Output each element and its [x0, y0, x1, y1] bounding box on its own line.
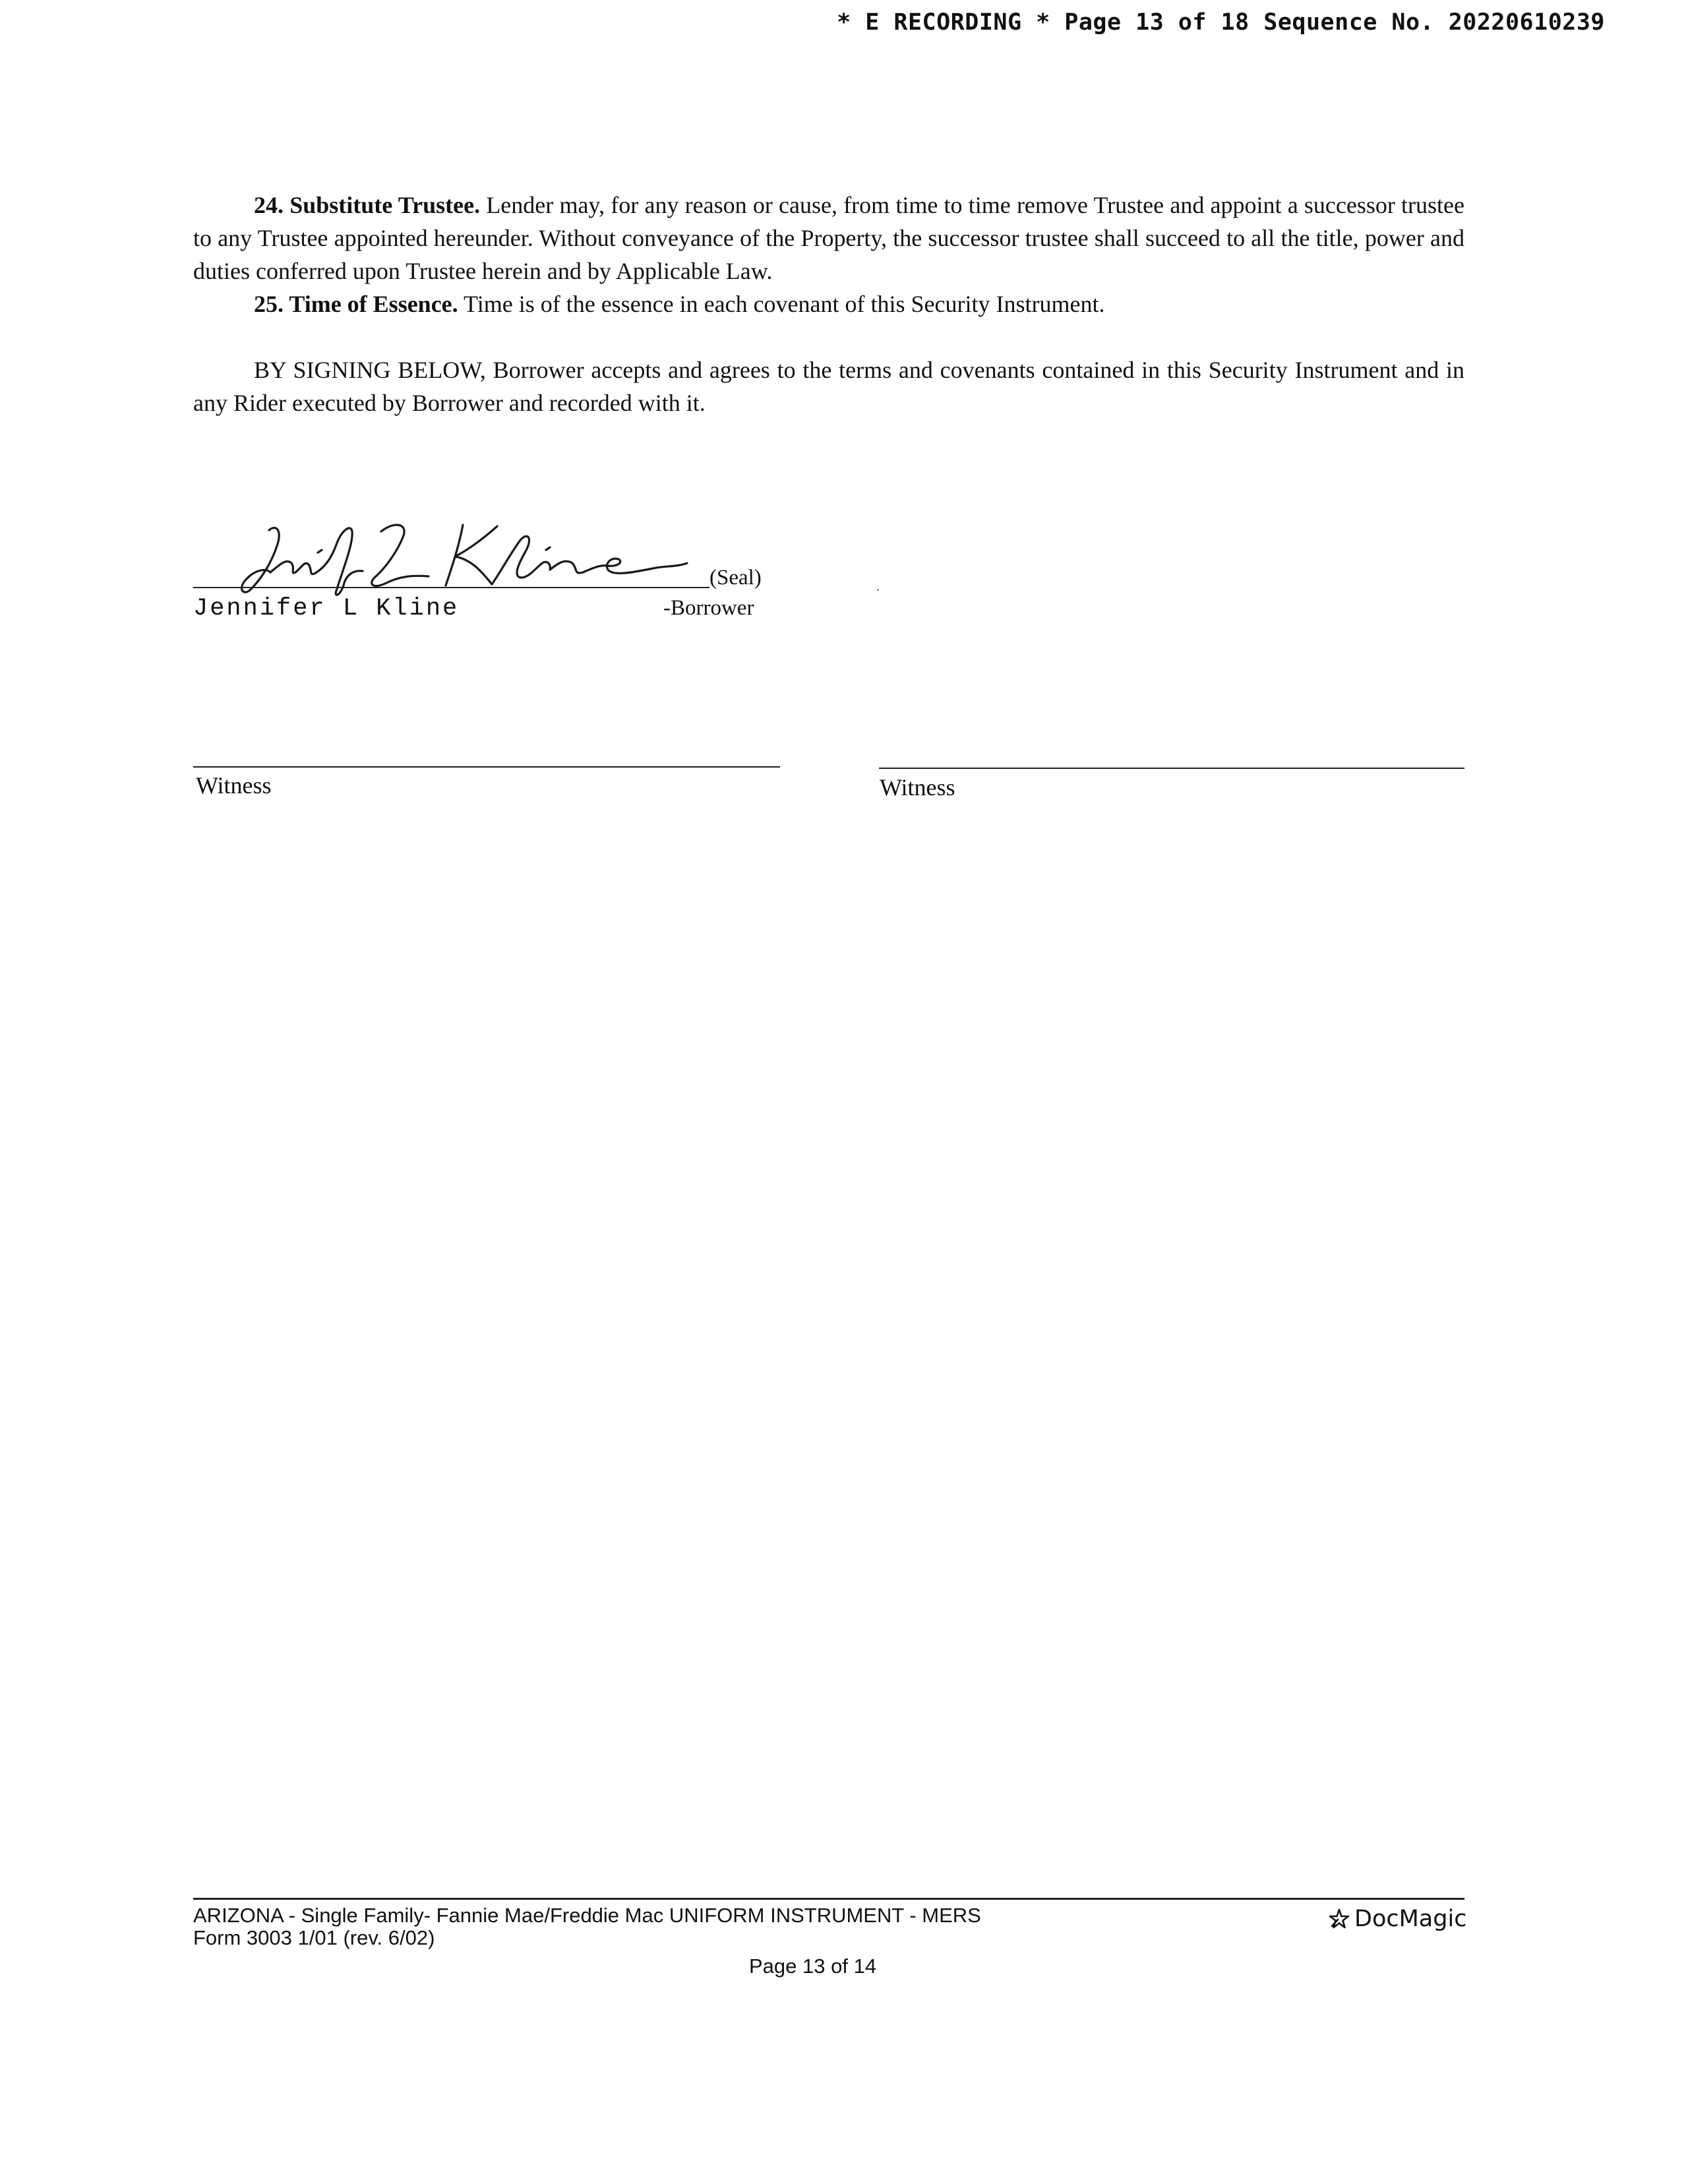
witness-1-signature-line	[193, 766, 780, 768]
star-icon	[1328, 1908, 1350, 1930]
borrower-signature	[231, 512, 699, 597]
footer-form-info	[193, 1904, 981, 1949]
acknowledgement-paragraph: BY SIGNING BELOW, Borrower accepts and agrees to the terms and covenants contained in this Security Instrument and in any Rider executed by Borrower and recorded with it.	[193, 357, 1464, 416]
clause-24	[193, 189, 1464, 288]
borrower-name: Jennifer L Kline	[193, 595, 460, 622]
footer-divider	[193, 1898, 1464, 1900]
witness-2-signature-line	[879, 768, 1464, 769]
borrower-signature-line	[193, 587, 709, 588]
form-number: Form 3003 1/01 (rev. 6/02)	[193, 1926, 435, 1949]
form-title: ARIZONA - Single Family- Fannie Mae/Freddie Mac UNIFORM INSTRUMENT - MERS	[193, 1904, 981, 1927]
clause-25	[193, 288, 1464, 320]
docmagic-logo	[1328, 1906, 1466, 1932]
witness-1-label: Witness	[196, 772, 272, 799]
clause-25-text: Time is of the essence in each covenant of this Security Instrument.	[458, 291, 1105, 317]
clause-25-heading: 25. Time of Essence.	[254, 291, 458, 317]
document-body	[193, 189, 1464, 419]
page-number: Page 13 of 14	[749, 1955, 877, 1978]
brand-name: DocMagic	[1354, 1906, 1467, 1932]
clause-24-text: Lender may, for any reason or cause, from time to time remove Trustee and appoint a successor trustee to any Trustee appointed hereunder. Without conveyance of the Property, the successor trustee shall succeed to all the title, power and duties conferred upon Trustee herein and by Applicable Law.	[193, 192, 1465, 284]
borrower-role: -Borrower	[663, 596, 754, 620]
witness-2-label: Witness	[880, 774, 955, 801]
clause-24-heading: 24. Substitute Trustee.	[254, 192, 481, 218]
recording-stamp: * E RECORDING * Page 13 of 18 Sequence No. 20220610239	[837, 9, 1605, 36]
scan-speck	[877, 589, 879, 591]
seal-label: (Seal)	[709, 566, 762, 590]
